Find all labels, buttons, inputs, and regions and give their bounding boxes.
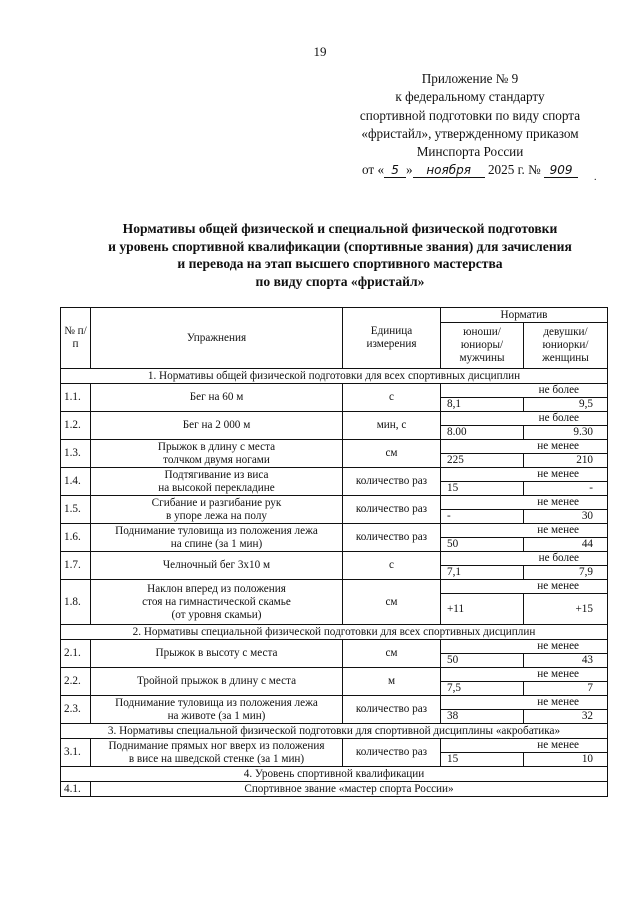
exercise-cell <box>91 739 343 767</box>
women-value: 10 <box>524 753 608 767</box>
exercise-cell <box>91 412 343 440</box>
section-header-row <box>61 625 608 640</box>
row-number: 1.5. <box>61 496 91 524</box>
exercise-text: Наклон вперед из положения <box>147 582 286 595</box>
table-row <box>61 580 608 594</box>
exercise-text: Сгибание и разгибание рук <box>151 496 282 509</box>
unit-cell: см <box>343 640 441 668</box>
women-value: 44 <box>524 538 608 552</box>
punctuation-mark: . <box>594 172 597 183</box>
exercise-text: на животе (за 1 мин) <box>167 709 266 722</box>
header-women: девушки/ юниорки/ женщины <box>524 323 608 369</box>
exercise-text: Подтягивание из виса <box>164 468 269 481</box>
section-title: 4. Уровень спортивной квалификации <box>61 767 608 782</box>
men-value: +11 <box>441 594 524 625</box>
women-value: 210 <box>524 454 608 468</box>
row-number: 1.6. <box>61 524 91 552</box>
order-number: 909 <box>544 163 578 178</box>
women-value: 7,9 <box>524 566 608 580</box>
header-num: № п/п <box>61 308 91 369</box>
men-value: 225 <box>441 454 524 468</box>
header-men: юноши/ юниоры/ мужчины <box>441 323 524 369</box>
unit-cell: мин, с <box>343 412 441 440</box>
table-row <box>61 640 608 654</box>
men-value: 15 <box>441 482 524 496</box>
table-row <box>61 524 608 538</box>
title-line: Нормативы общей физической и специальной физической подготовки <box>122 221 558 236</box>
section-title: 3. Нормативы специальной физической подготовки для спортивной дисциплины «акробатика» <box>61 724 608 739</box>
row-number: 1.3. <box>61 440 91 468</box>
title-line: и уровень спортивной квалификации (спортивные звания) для зачисления <box>108 238 572 254</box>
qualification-row <box>61 782 608 797</box>
date-mid: » <box>406 162 413 178</box>
exercise-text: Бег на 2 000 м <box>182 419 251 431</box>
exercise-cell <box>91 668 343 696</box>
men-value: 50 <box>441 538 524 552</box>
women-value: - <box>524 482 608 496</box>
condition-cell: не более <box>441 384 608 398</box>
condition-cell: не менее <box>441 524 608 538</box>
row-number: 1.7. <box>61 552 91 580</box>
row-number: 1.4. <box>61 468 91 496</box>
row-number: 2.3. <box>61 696 91 724</box>
unit-cell: количество раз <box>343 468 441 496</box>
header-unit: Единица измерения <box>343 308 441 369</box>
row-number: 1.1. <box>61 384 91 412</box>
condition-cell: не более <box>441 552 608 566</box>
exercise-text: в упоре лежа на полу <box>165 509 267 522</box>
date-day: 5 <box>384 163 406 178</box>
unit-cell: количество раз <box>343 739 441 767</box>
women-value: 7 <box>524 682 608 696</box>
section-title: 2. Нормативы специальной физической подготовки для всех спортивных дисциплин <box>61 625 608 640</box>
condition-cell: не менее <box>441 696 608 710</box>
condition-cell: не более <box>441 412 608 426</box>
page-number: 19 <box>313 44 327 59</box>
condition-cell: не менее <box>441 440 608 454</box>
condition-cell: не менее <box>441 640 608 654</box>
exercise-text: в висе на шведской стенке (за 1 мин) <box>128 752 305 765</box>
women-value: 30 <box>524 510 608 524</box>
exercise-text: Челночный бег 3х10 м <box>162 559 271 571</box>
table-row <box>61 468 608 482</box>
table-row <box>61 552 608 566</box>
men-value: 15 <box>441 753 524 767</box>
unit-cell: см <box>343 440 441 468</box>
row-number: 2.2. <box>61 668 91 696</box>
exercise-text: (от уровня скамьи) <box>171 608 262 621</box>
men-value: 7,5 <box>441 682 524 696</box>
annex-line: спортивной подготовки по виду спорта <box>359 107 581 123</box>
unit-cell: количество раз <box>343 524 441 552</box>
exercise-text: Прыжок в высоту с места <box>155 647 278 659</box>
qualification-text: Спортивное звание «мастер спорта России» <box>91 782 608 797</box>
row-number: 2.1. <box>61 640 91 668</box>
annex-line: к федеральному стандарту <box>395 89 545 105</box>
exercise-text: Поднимание туловища из положения лежа <box>115 524 318 537</box>
table-row <box>61 496 608 510</box>
table-row <box>61 384 608 398</box>
men-value: 7,1 <box>441 566 524 580</box>
date-prefix: от « <box>361 162 385 178</box>
date-year: 2025 г. № <box>487 162 541 178</box>
exercise-text: Тройной прыжок в длину с места <box>136 675 297 687</box>
table-row <box>61 668 608 682</box>
header-row <box>61 308 608 323</box>
condition-cell: не менее <box>441 739 608 753</box>
row-number: 4.1. <box>61 782 91 797</box>
exercise-cell <box>91 440 343 468</box>
exercise-text: Поднимание туловища из положения лежа <box>115 696 318 709</box>
section-header-row <box>61 724 608 739</box>
document-title <box>40 220 640 290</box>
table-row <box>61 440 608 454</box>
exercise-cell <box>91 552 343 580</box>
men-value: 50 <box>441 654 524 668</box>
exercise-text: на спине (за 1 мин) <box>170 537 263 550</box>
section-header-row <box>61 767 608 782</box>
condition-cell: не менее <box>441 668 608 682</box>
condition-cell: не менее <box>441 468 608 482</box>
exercise-cell <box>91 468 343 496</box>
norms-table <box>60 307 608 797</box>
exercise-cell <box>91 384 343 412</box>
table-row <box>61 696 608 710</box>
men-value: - <box>441 510 524 524</box>
row-number: 3.1. <box>61 739 91 767</box>
women-value: +15 <box>524 594 608 625</box>
men-value: 8.00 <box>441 426 524 440</box>
annex-date-line <box>330 161 610 179</box>
exercise-text: толчком двумя ногами <box>163 453 270 466</box>
exercise-cell <box>91 640 343 668</box>
annex-title: Приложение № 9 <box>421 71 519 86</box>
title-line: по виду спорта «фристайл» <box>255 273 425 289</box>
exercise-cell <box>91 496 343 524</box>
annex-line: «фристайл», утвержденному приказом <box>361 125 579 141</box>
unit-cell: см <box>343 580 441 625</box>
exercise-cell <box>91 580 343 625</box>
unit-cell: м <box>343 668 441 696</box>
women-value: 9.30 <box>524 426 608 440</box>
unit-cell: с <box>343 384 441 412</box>
table-row <box>61 739 608 753</box>
condition-cell: не менее <box>441 496 608 510</box>
norms-table-body <box>61 308 608 797</box>
annex-line: Минспорта России <box>416 144 524 160</box>
exercise-text: на высокой перекладине <box>158 481 275 494</box>
section-header-row <box>61 369 608 384</box>
exercise-cell <box>91 696 343 724</box>
unit-cell: количество раз <box>343 696 441 724</box>
exercise-text: стоя на гимнастической скамье <box>142 595 291 608</box>
row-number: 1.8. <box>61 580 91 625</box>
annex-block <box>330 70 610 180</box>
unit-cell: с <box>343 552 441 580</box>
women-value: 9,5 <box>524 398 608 412</box>
exercise-text: Прыжок в длину с места <box>157 440 276 453</box>
row-number: 1.2. <box>61 412 91 440</box>
table-row <box>61 412 608 426</box>
section-title: 1. Нормативы общей физической подготовки для всех спортивных дисциплин <box>61 369 608 384</box>
condition-cell: не менее <box>441 580 608 594</box>
men-value: 8,1 <box>441 398 524 412</box>
unit-cell: количество раз <box>343 496 441 524</box>
date-month: ноября <box>413 163 485 178</box>
exercise-text: Бег на 60 м <box>189 391 244 403</box>
header-norm: Норматив <box>441 308 608 323</box>
exercise-text: Поднимание прямых ног вверх из положения <box>108 739 325 752</box>
women-value: 32 <box>524 710 608 724</box>
men-value: 38 <box>441 710 524 724</box>
title-line: и перевода на этап высшего спортивного мастерства <box>177 256 503 271</box>
exercise-cell <box>91 524 343 552</box>
women-value: 43 <box>524 654 608 668</box>
header-exercise: Упражнения <box>91 308 343 369</box>
